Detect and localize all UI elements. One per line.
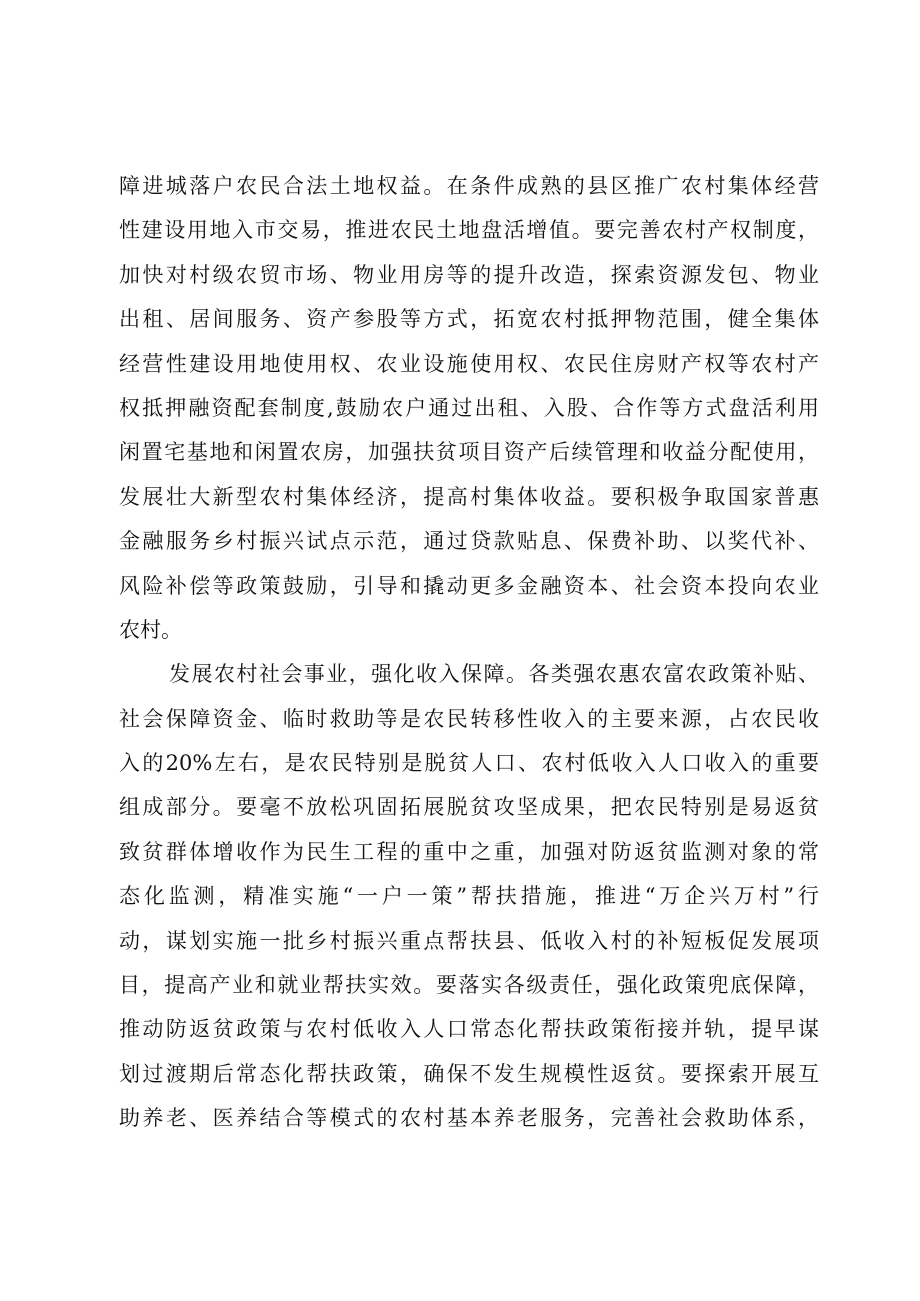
text-line: 风险补偿等政策鼓励，引导和撬动更多金融资本、社会资本投向农业 <box>119 573 819 598</box>
text-line: 权抵押融资配套制度,鼓励农户通过出租、入股、合作等方式盘活利用 <box>119 395 819 420</box>
text-line: 组成部分。要毫不放松巩固拓展脱贫攻坚成果，把农民特别是易返贫 <box>119 795 819 820</box>
text-line: 助养老、医养结合等模式的农村基本养老服务，完善社会救助体系， <box>119 1106 819 1131</box>
text-line: 目，提高产业和就业帮扶实效。要落实各级责任，强化政策兜底保障， <box>119 973 819 998</box>
text-line: 动，谋划实施一批乡村振兴重点帮扶县、低收入村的补短板促发展项 <box>119 928 819 953</box>
text-line: 社会保障资金、临时救助等是农民转移性收入的主要来源，占农民收 <box>119 706 819 731</box>
paragraph-income-security <box>119 652 819 1140</box>
text-line: 加快对村级农贸市场、物业用房等的提升改造，探索资源发包、物业 <box>119 262 819 287</box>
text-line: 性建设用地入市交易，推进农民土地盘活增值。要完善农村产权制度， <box>119 218 819 243</box>
text-line: 入的20%左右，是农民特别是脱贫人口、农村低收入人口收入的重要 <box>119 751 819 776</box>
text-line: 发展农村社会事业，强化收入保障。各类强农惠农富农政策补贴、 <box>169 662 819 687</box>
text-line: 态化监测，精准实施“一户一策”帮扶措施，推进“万企兴万村”行 <box>119 884 819 909</box>
text-line: 障进城落户农民合法土地权益。在条件成熟的县区推广农村集体经营 <box>119 174 819 198</box>
text-line: 发展壮大新型农村集体经济，提高村集体收益。要积极争取国家普惠 <box>119 484 819 509</box>
text-line: 闲置宅基地和闲置农房，加强扶贫项目资产后续管理和收益分配使用， <box>119 440 819 465</box>
text-line: 划过渡期后常态化帮扶政策，确保不发生规模性返贫。要探索开展互 <box>119 1061 819 1086</box>
text-line: 致贫群体增收作为民生工程的重中之重，加强对防返贫监测对象的常 <box>119 839 819 864</box>
text-line: 金融服务乡村振兴试点示范，通过贷款贴息、保费补助、以奖代补、 <box>119 529 819 554</box>
text-line: 经营性建设用地使用权、农业设施使用权、农民住房财产权等农村产 <box>119 351 819 376</box>
text-line: 出租、居间服务、资产参股等方式，拓宽农村抵押物范围，健全集体 <box>119 307 819 332</box>
text-line: 农村。 <box>119 617 182 642</box>
text-line: 推动防返贫政策与农村低收入人口常态化帮扶政策衔接并轨，提早谋 <box>119 1017 819 1042</box>
body-text <box>119 164 819 1141</box>
paragraph-land-rights <box>119 164 819 652</box>
